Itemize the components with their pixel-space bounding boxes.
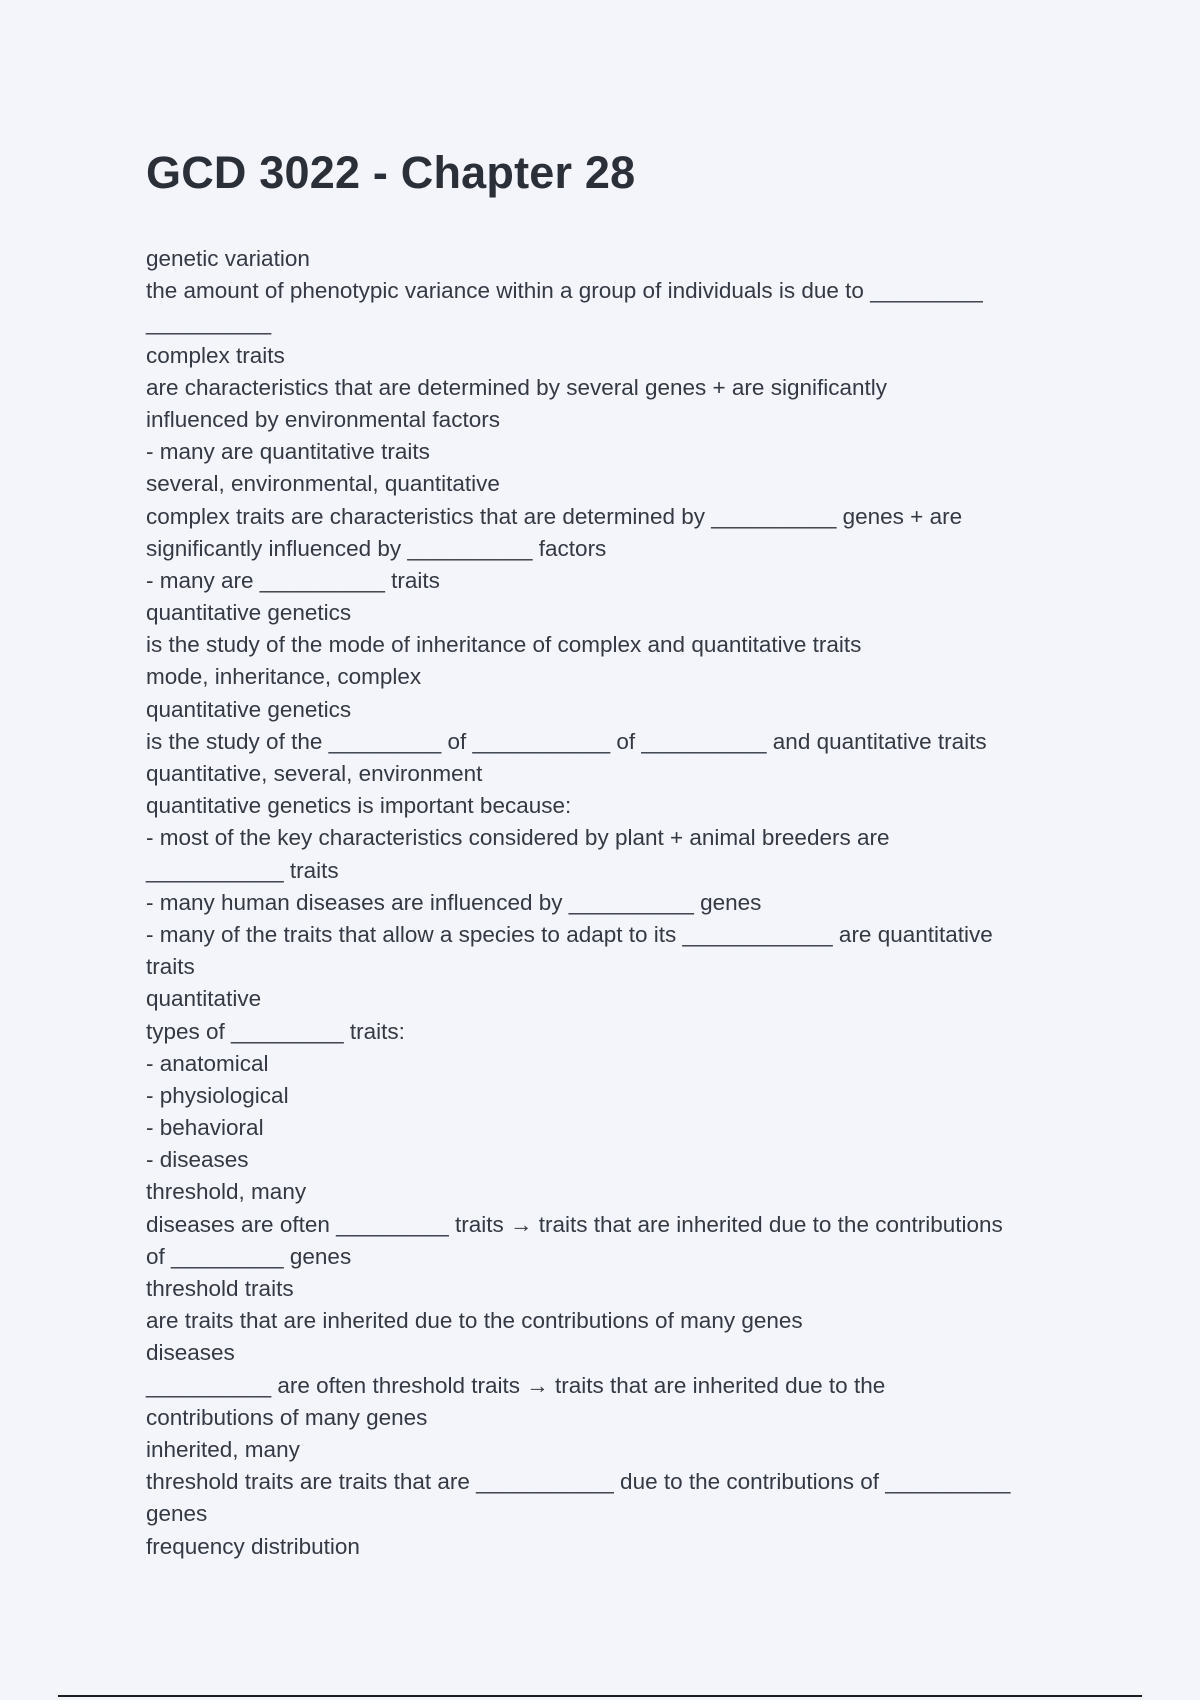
text-line: traits xyxy=(146,954,195,980)
text-line: - most of the key characteristics considered by plant + animal breeders are xyxy=(146,825,890,851)
text-line: quantitative genetics is important because: xyxy=(146,793,572,819)
text-line: ___________ traits xyxy=(146,857,339,883)
text-line: is the study of the _________ of ___________ of __________ and quantitative traits xyxy=(146,728,987,754)
text-line: threshold, many xyxy=(146,1179,307,1205)
text-line: __________ are often threshold traits → traits that are inherited due to the xyxy=(146,1372,886,1398)
text-line: mode, inheritance, complex xyxy=(146,664,422,690)
text-line: threshold traits xyxy=(146,1276,294,1301)
text-line: complex traits xyxy=(146,342,285,368)
text-line: threshold traits are traits that are ___________ due to the contributions of __________ xyxy=(146,1469,1011,1495)
text-line: diseases xyxy=(146,1340,235,1366)
text-line: several, environmental, quantitative xyxy=(146,471,500,497)
text-line: the amount of phenotypic variance within a group of individuals is due to _________ xyxy=(146,278,983,304)
text-line: quantitative xyxy=(146,986,262,1012)
text-line: genetic variation xyxy=(146,246,310,271)
document-title: GCD 3022 - Chapter 28 xyxy=(146,147,636,198)
text-line: significantly influenced by __________ factors xyxy=(146,535,607,561)
text-line: are traits that are inherited due to the contributions of many genes xyxy=(146,1308,803,1334)
text-line: diseases are often _________ traits → traits that are inherited due to the contributions xyxy=(146,1211,1003,1237)
text-line: of _________ genes xyxy=(146,1243,352,1269)
text-line: - behavioral xyxy=(146,1115,264,1141)
page-divider xyxy=(58,1695,1142,1697)
text-line: contributions of many genes xyxy=(146,1404,428,1430)
text-line: inherited, many xyxy=(146,1436,300,1462)
text-line: - many are quantitative traits xyxy=(146,439,430,465)
text-line: quantitative genetics xyxy=(146,696,352,722)
text-line: quantitative, several, environment xyxy=(146,761,483,786)
text-line: influenced by environmental factors xyxy=(146,406,500,432)
text-line: quantitative genetics xyxy=(146,600,352,626)
text-line: frequency distribution xyxy=(146,1533,360,1559)
text-line: is the study of the mode of inheritance of complex and quantitative traits xyxy=(146,632,862,658)
text-line: - diseases xyxy=(146,1147,249,1173)
flashcard-text-body xyxy=(146,243,1066,1563)
text-line: genes xyxy=(146,1501,208,1527)
text-line: - many are __________ traits xyxy=(146,567,440,593)
text-line: types of _________ traits: xyxy=(146,1018,405,1044)
text-line: are characteristics that are determined by several genes + are significantly xyxy=(146,374,887,400)
text-line: - physiological xyxy=(146,1082,289,1108)
text-line: - many of the traits that allow a species to adapt to its ____________ are quantitative xyxy=(146,921,993,947)
text-line: complex traits are characteristics that are determined by __________ genes + are xyxy=(146,503,963,529)
text-line: __________ xyxy=(146,310,272,336)
text-line: - many human diseases are influenced by __________ genes xyxy=(146,889,762,915)
text-line: - anatomical xyxy=(146,1050,269,1076)
